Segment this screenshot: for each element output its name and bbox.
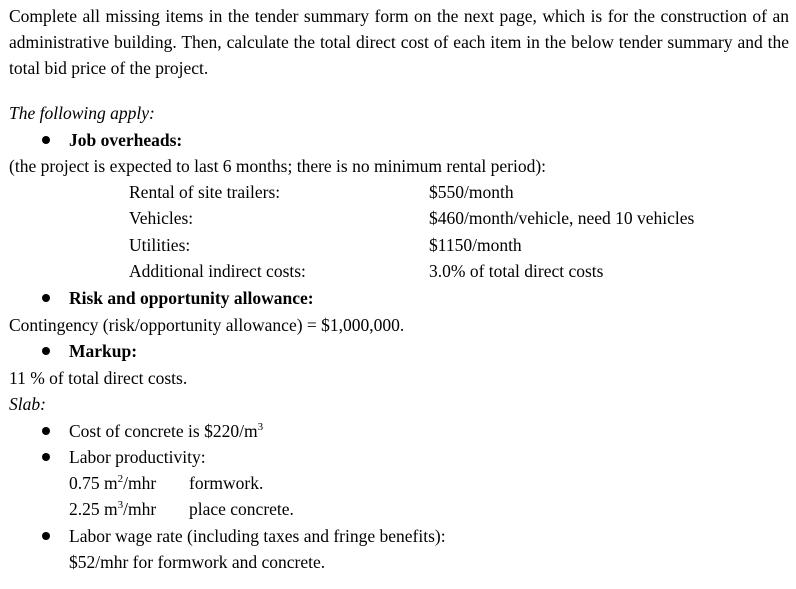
bullet-icon xyxy=(42,347,50,355)
formwork-label: formwork. xyxy=(189,473,264,493)
overhead-label: Rental of site trailers: xyxy=(129,182,281,202)
bullet-icon xyxy=(42,427,50,435)
labor-productivity-heading: Labor productivity: xyxy=(69,447,206,467)
wage-text: $52/mhr for formwork and concrete. xyxy=(69,552,326,572)
slab-heading: Slab: xyxy=(9,394,46,414)
wage-heading: Labor wage rate (including taxes and fringe benefits): xyxy=(69,526,446,546)
overhead-value: $1150/month xyxy=(429,235,522,255)
overhead-label: Additional indirect costs: xyxy=(129,261,306,281)
markup-heading: Markup: xyxy=(69,341,138,361)
following-apply-heading: The following apply: xyxy=(9,103,155,123)
bullet-icon xyxy=(42,294,50,302)
overhead-label: Utilities: xyxy=(129,235,191,255)
risk-text: Contingency (risk/opportunity allowance) = $1,000,000. xyxy=(9,315,405,335)
bullet-icon xyxy=(42,136,50,144)
concrete-cost: Cost of concrete is $\$220/m^3$ xyxy=(69,421,264,441)
overhead-value: $550/month xyxy=(429,182,514,202)
overhead-label: Vehicles: xyxy=(129,208,194,228)
risk-heading: Risk and opportunity allowance: xyxy=(69,288,314,308)
overhead-value: $460/month/vehicle, need 10 vehicles xyxy=(429,208,695,228)
job-overheads-note: (the project is expected to last 6 months; there is no minimum rental period): xyxy=(9,156,547,176)
markup-text: 11 % of total direct costs. xyxy=(9,368,188,388)
place-label: place concrete. xyxy=(189,499,294,519)
bullet-icon xyxy=(42,453,50,461)
place-rate: 2.25 $m^3$/mhr xyxy=(69,499,157,519)
intro-paragraph: Complete all missing items in the tender summary form on the next page, which is for the construction of an administrative building. Then, calculate the total direct cost of each item in the below tender summary and the total bid price of the project. xyxy=(9,6,789,78)
job-overheads-heading: Job overheads: xyxy=(69,130,183,150)
bullet-icon xyxy=(42,532,50,540)
overhead-value: 3.0% of total direct costs xyxy=(429,261,604,281)
formwork-rate: 0.75 $m^2$/mhr xyxy=(69,473,157,493)
